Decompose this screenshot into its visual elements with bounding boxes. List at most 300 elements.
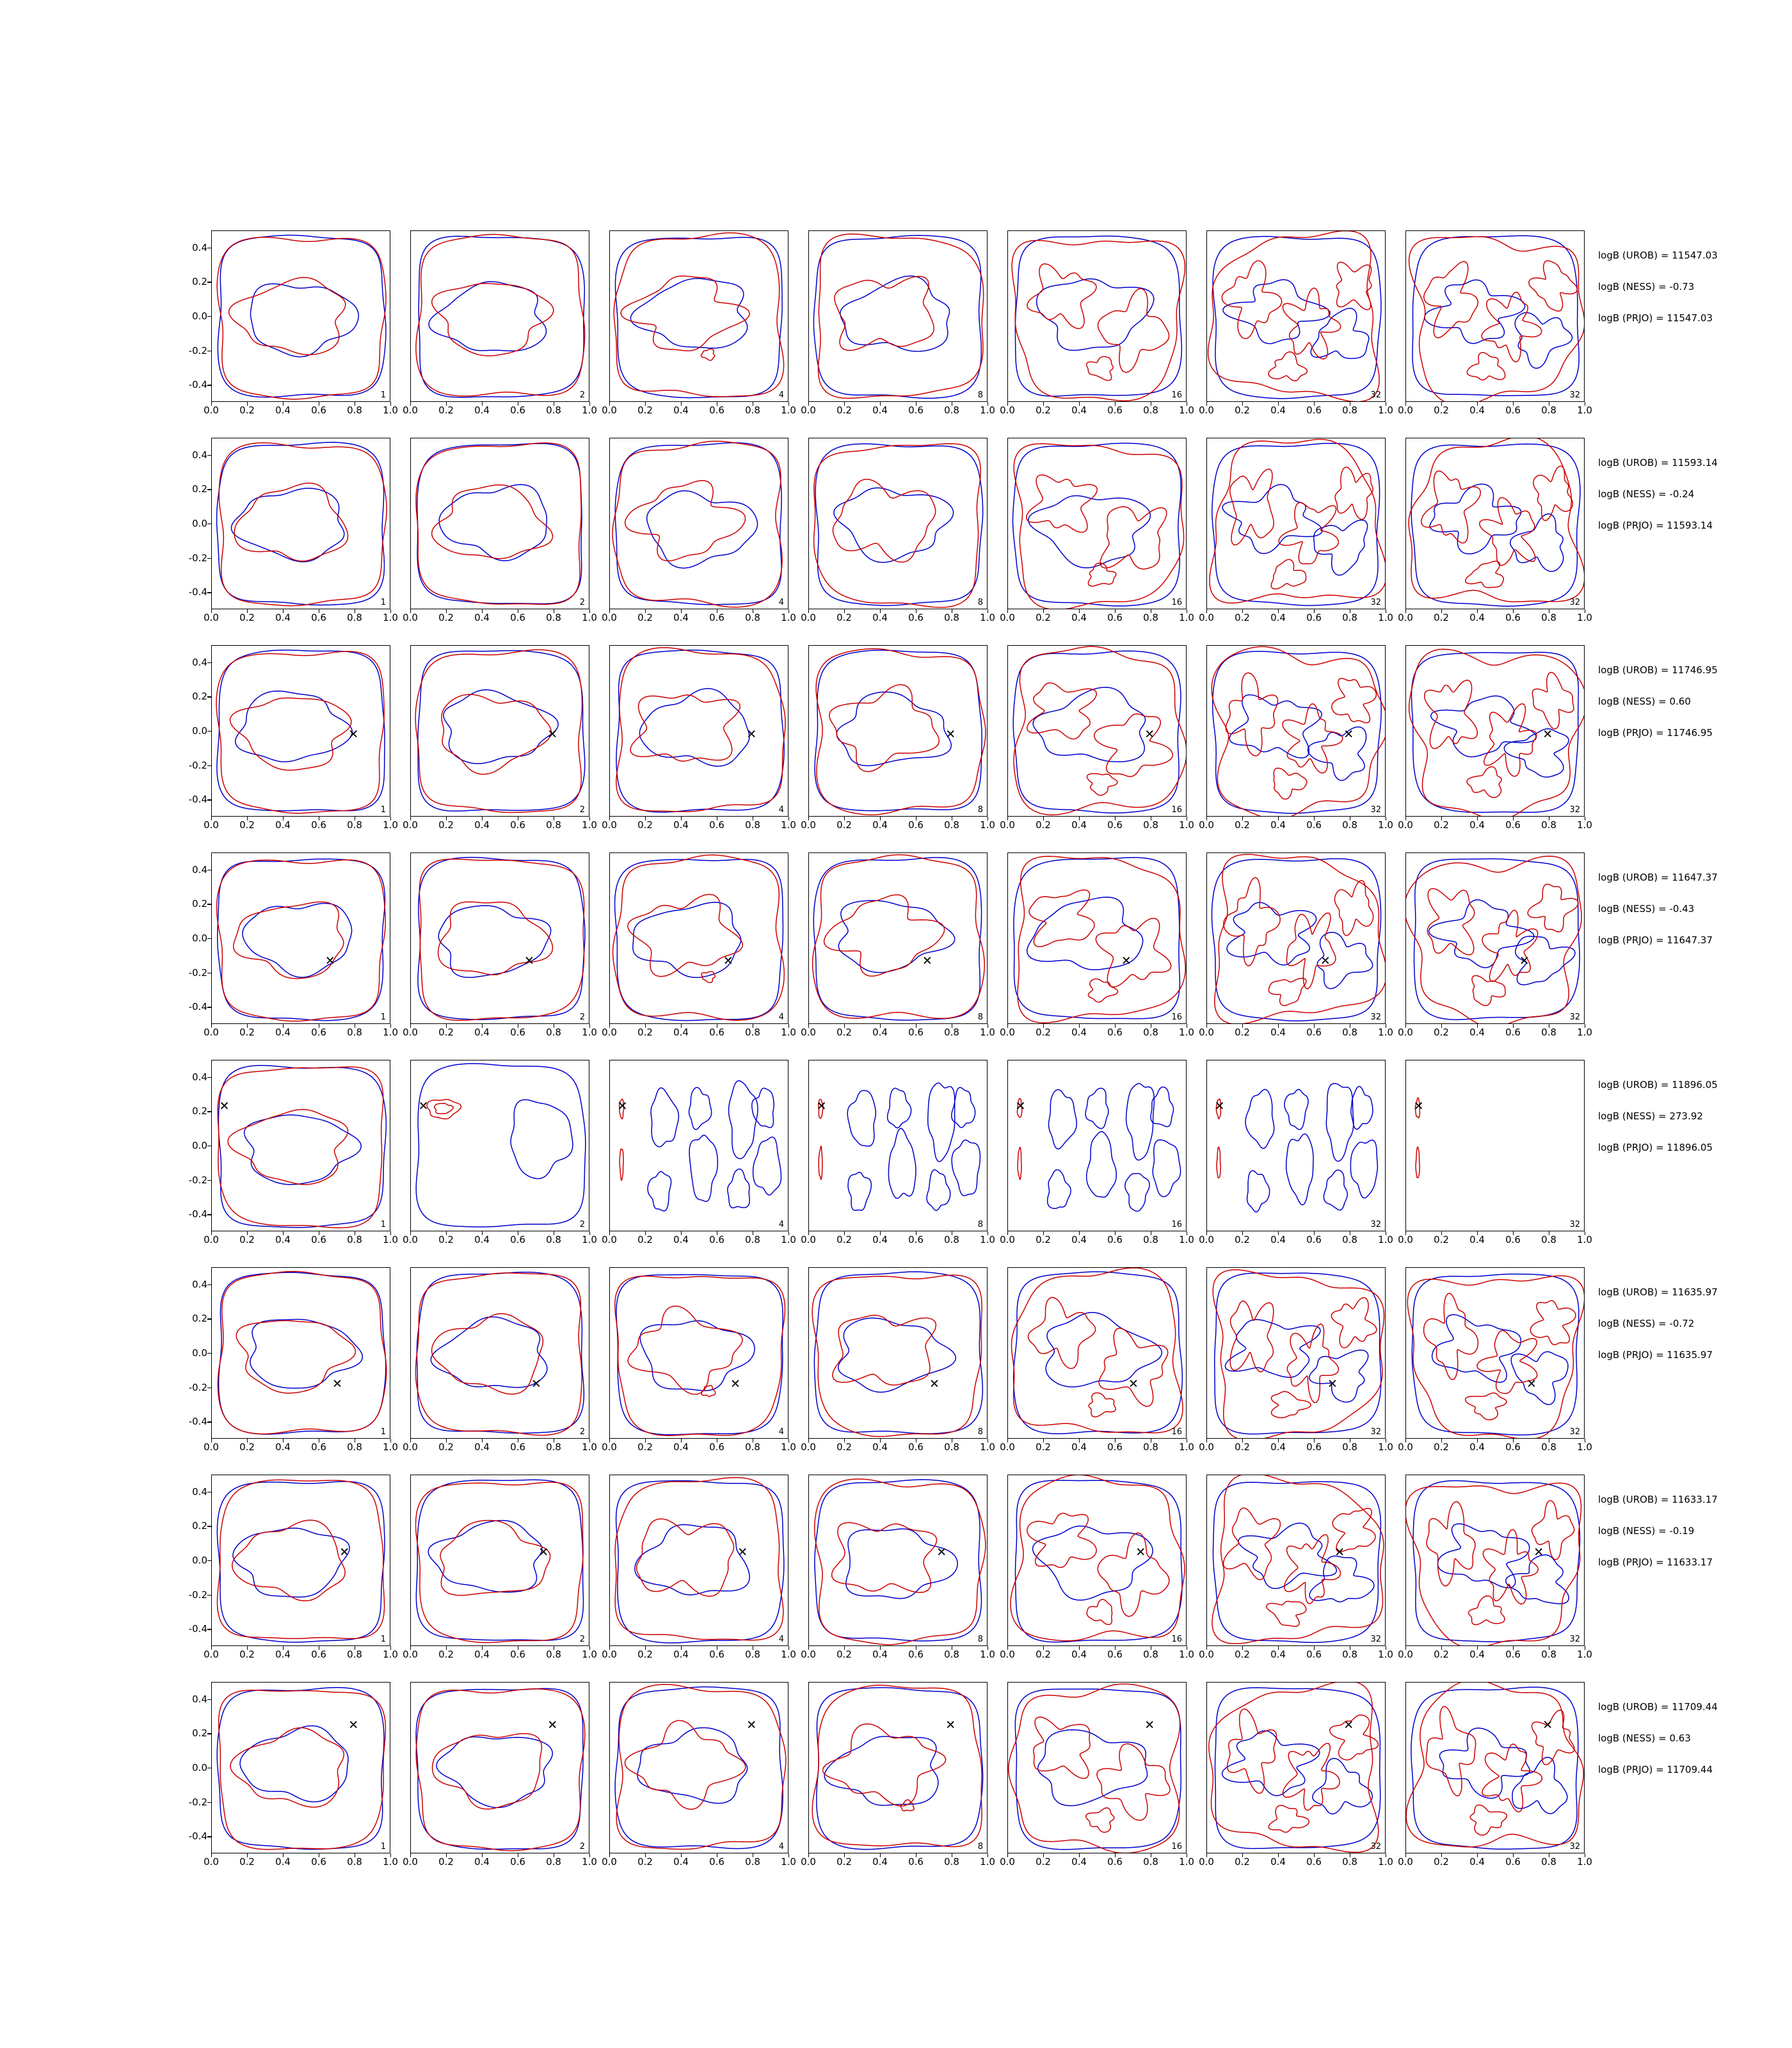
- x-tick-label: 0.4: [872, 1441, 888, 1453]
- contour-panel[interactable]: [188, 438, 398, 623]
- y-tick-label: 0.4: [192, 1278, 207, 1290]
- x-tick-label: 0.0: [602, 1649, 617, 1660]
- panel-corner-label: 32: [1569, 1012, 1580, 1022]
- x-tick-label: 0.4: [474, 1441, 490, 1453]
- red-contour: [1034, 1717, 1090, 1779]
- contour-plot-area: [809, 438, 988, 609]
- panel-corner-label: 32: [1569, 1635, 1580, 1644]
- contour-panel[interactable]: [801, 1060, 995, 1245]
- panel-corner-label: 16: [1171, 1012, 1182, 1022]
- x-tick-label: 1.0: [980, 1856, 995, 1868]
- y-tick-label: -0.4: [188, 1208, 207, 1220]
- contour-panel[interactable]: [188, 1475, 398, 1660]
- y-tick: [207, 1284, 211, 1285]
- y-tick-label: 0.0: [192, 725, 207, 737]
- red-contour: [1482, 292, 1542, 362]
- x-tick-label: 0.6: [1306, 612, 1322, 623]
- x-tick-label: 0.4: [1469, 1441, 1485, 1453]
- x-tick-label: 0.8: [745, 1856, 760, 1868]
- panel-corner-label: 2: [579, 1427, 585, 1437]
- contour-plot-area: [809, 1060, 988, 1231]
- contour-panel[interactable]: [602, 1682, 796, 1868]
- contour-plot-area: [212, 438, 390, 609]
- contour-panel[interactable]: [403, 1060, 597, 1245]
- contour-panel[interactable]: [602, 438, 796, 623]
- x-tick-label: 0.6: [908, 404, 924, 416]
- contour-panel[interactable]: [1199, 438, 1393, 623]
- contour-panel[interactable]: [1199, 1682, 1393, 1868]
- x-axis-tick-labels: [1000, 1234, 1194, 1249]
- y-tick-label: -0.4: [188, 1623, 207, 1635]
- contour-panel[interactable]: [1000, 1267, 1194, 1453]
- x-tick-label: 0.2: [438, 1856, 454, 1868]
- contour-panel[interactable]: [403, 1682, 597, 1868]
- blue-contour: [1412, 1274, 1579, 1435]
- contour-panel[interactable]: [602, 645, 796, 831]
- x-tick-label: 0.2: [1434, 1441, 1449, 1453]
- x-tick-label: 0.2: [1434, 612, 1449, 623]
- contour-panel[interactable]: [1000, 1475, 1194, 1660]
- contour-panel[interactable]: [1000, 438, 1194, 623]
- x-axis-tick-labels: [204, 1856, 398, 1871]
- truth-marker-x: ✕: [1526, 1377, 1537, 1391]
- contour-panel[interactable]: [1398, 1682, 1592, 1868]
- x-tick-label: 0.6: [1107, 1856, 1123, 1868]
- contour-panel[interactable]: [1199, 1060, 1393, 1245]
- contour-panel[interactable]: [1000, 1682, 1194, 1868]
- x-tick-label: 0.8: [1342, 1441, 1357, 1453]
- truth-marker-x: ✕: [945, 727, 956, 742]
- contour-panel[interactable]: [801, 1682, 995, 1868]
- y-tick-label: 0.0: [192, 518, 207, 529]
- panel-frame: [1007, 1060, 1187, 1231]
- x-tick-label: 0.8: [347, 819, 362, 831]
- contour-panel[interactable]: [1000, 1060, 1194, 1245]
- red-contour: [218, 1067, 383, 1228]
- x-tick-label: 0.8: [1342, 819, 1357, 831]
- y-tick: [207, 1353, 211, 1354]
- x-tick-label: 0.0: [801, 1649, 816, 1660]
- red-contour: [1087, 774, 1117, 796]
- contour-panel[interactable]: [403, 230, 597, 416]
- x-axis-tick-labels: [1199, 1441, 1393, 1457]
- x-tick-label: 0.0: [204, 1856, 219, 1868]
- red-contour: [1421, 471, 1481, 543]
- x-tick-label: 0.2: [836, 612, 852, 623]
- contour-panel[interactable]: [602, 1060, 796, 1245]
- blue-contour: [840, 276, 950, 351]
- x-axis-tick-labels: [602, 612, 796, 627]
- x-tick-label: 0.6: [1306, 404, 1322, 416]
- panel-corner-label: 4: [778, 1842, 784, 1852]
- contour-plot-area: [809, 853, 988, 1024]
- x-axis-tick-labels: [1199, 404, 1393, 420]
- y-tick-label: 0.2: [192, 691, 207, 703]
- contour-plot-area: [809, 1268, 988, 1439]
- blue-contour: [847, 1091, 876, 1146]
- x-tick-label: 1.0: [1577, 404, 1592, 416]
- panel-frame: [211, 1060, 390, 1231]
- x-tick-label: 1.0: [383, 1234, 398, 1245]
- contour-panel[interactable]: [801, 438, 995, 623]
- blue-contour: [417, 444, 582, 604]
- y-tick: [207, 1802, 211, 1803]
- red-contour: [1469, 1596, 1505, 1625]
- x-tick-label: 0.4: [275, 612, 291, 623]
- panel-corner-label: 2: [579, 1220, 585, 1229]
- x-axis-tick-labels: [602, 1649, 796, 1664]
- panel-frame: [1206, 438, 1386, 609]
- x-tick-label: 0.4: [275, 1027, 291, 1038]
- contour-panel[interactable]: [801, 852, 995, 1038]
- contour-panel[interactable]: [403, 1475, 597, 1660]
- blue-contour: [648, 1172, 671, 1212]
- blue-contour: [1014, 858, 1182, 1022]
- panel-frame: [1405, 1475, 1585, 1646]
- blue-contour: [1215, 1688, 1380, 1848]
- x-tick-label: 0.6: [908, 1234, 924, 1245]
- panel-corner-label: 1: [380, 1635, 386, 1644]
- x-tick-label: 0.2: [1434, 1649, 1449, 1660]
- x-tick-label: 0.4: [1469, 1027, 1485, 1038]
- x-tick-label: 1.0: [781, 612, 796, 623]
- y-tick-label: 0.0: [192, 1140, 207, 1151]
- x-axis-tick-labels: [1398, 1027, 1592, 1042]
- truth-marker-x: ✕: [1533, 1545, 1544, 1560]
- contour-plot-area: [212, 646, 390, 817]
- contour-panel[interactable]: [801, 230, 995, 416]
- x-tick-label: 1.0: [582, 1856, 597, 1868]
- y-tick-label: 0.4: [192, 1485, 207, 1498]
- contour-panel[interactable]: [602, 852, 796, 1038]
- truth-marker-x: ✕: [723, 954, 733, 968]
- x-tick-label: 1.0: [1378, 1856, 1393, 1868]
- red-contour: [1532, 1710, 1574, 1764]
- red-contour: [819, 1146, 822, 1180]
- panel-frame: [1405, 438, 1585, 609]
- contour-panel[interactable]: [1398, 645, 1592, 831]
- x-tick-label: 0.6: [1306, 819, 1322, 831]
- red-contour: [1271, 1391, 1311, 1418]
- contour-panel[interactable]: [1199, 1475, 1393, 1660]
- x-tick-label: 0.2: [239, 819, 255, 831]
- contour-panel[interactable]: [1199, 1267, 1393, 1453]
- blue-contour: [952, 1140, 980, 1196]
- x-tick-label: 0.6: [510, 404, 525, 416]
- x-tick-label: 1.0: [1179, 1234, 1194, 1245]
- x-tick-label: 0.0: [1398, 1441, 1413, 1453]
- contour-plot-area: [1406, 1475, 1585, 1646]
- x-tick-label: 0.2: [239, 1856, 255, 1868]
- x-tick-label: 1.0: [1577, 1649, 1592, 1660]
- x-axis-tick-labels: [602, 1441, 796, 1457]
- panel-frame: [808, 852, 988, 1024]
- logb-annotation: logB (PRJO) = 11633.17: [1598, 1556, 1713, 1568]
- contour-panel[interactable]: [1000, 852, 1194, 1038]
- contour-panel[interactable]: [1398, 1475, 1592, 1660]
- contour-plot-area: [1406, 438, 1585, 609]
- x-tick-label: 0.6: [1505, 819, 1521, 831]
- y-tick: [207, 662, 211, 663]
- blue-contour: [1015, 1689, 1181, 1850]
- red-contour: [1230, 1301, 1274, 1372]
- blue-contour: [1013, 651, 1181, 813]
- blue-contour: [431, 1317, 547, 1388]
- red-contour: [630, 695, 740, 762]
- red-contour: [1213, 1270, 1384, 1439]
- contour-plot-area: [1008, 231, 1187, 402]
- x-tick-label: 0.4: [1270, 1027, 1286, 1038]
- panel-frame: [1405, 230, 1585, 402]
- contour-panel[interactable]: [1398, 1267, 1592, 1453]
- logb-annotation: logB (NESS) = -0.73: [1598, 281, 1695, 292]
- x-tick-label: 1.0: [582, 1441, 597, 1453]
- contour-panel[interactable]: [1398, 1060, 1592, 1245]
- red-contour: [1014, 646, 1187, 815]
- x-tick-label: 1.0: [781, 1649, 796, 1660]
- contour-plot-area: [411, 1060, 589, 1231]
- y-tick-label: -0.2: [188, 552, 207, 564]
- x-tick-label: 0.8: [1143, 612, 1158, 623]
- panel-corner-label: 2: [579, 598, 585, 607]
- truth-marker-x: ✕: [324, 954, 335, 968]
- x-tick-label: 0.0: [403, 612, 418, 623]
- contour-panel[interactable]: [188, 852, 398, 1038]
- blue-contour: [417, 1272, 585, 1437]
- contour-panel[interactable]: [801, 1267, 995, 1453]
- panel-corner-label: 2: [579, 1842, 585, 1852]
- panel-frame: [410, 230, 589, 402]
- blue-contour: [1153, 1140, 1180, 1197]
- contour-panel[interactable]: [602, 1267, 796, 1453]
- x-tick-label: 0.0: [1199, 819, 1214, 831]
- x-tick-label: 0.6: [1107, 1234, 1123, 1245]
- x-tick-label: 0.2: [1434, 1234, 1449, 1245]
- panel-frame: [808, 1267, 988, 1439]
- contour-panel[interactable]: [403, 438, 597, 623]
- y-tick-label: -0.2: [188, 1796, 207, 1808]
- y-tick-label: -0.2: [188, 759, 207, 771]
- red-contour: [615, 1276, 785, 1436]
- x-tick-label: 0.6: [311, 1649, 326, 1660]
- contour-panel[interactable]: [602, 230, 796, 416]
- x-tick-label: 0.2: [836, 1234, 852, 1245]
- panel-corner-label: 32: [1370, 1842, 1381, 1852]
- panel-frame: [1206, 1682, 1386, 1853]
- x-tick-label: 0.8: [1143, 819, 1158, 831]
- y-axis-tick-labels: [172, 1682, 207, 1853]
- contour-panel[interactable]: [188, 230, 398, 416]
- x-tick-label: 0.2: [1235, 1234, 1250, 1245]
- red-contour: [217, 860, 386, 1021]
- red-contour: [1224, 1508, 1281, 1580]
- x-tick-label: 0.6: [311, 612, 326, 623]
- red-contour: [819, 234, 984, 399]
- y-tick: [207, 316, 211, 317]
- red-contour: [1424, 261, 1478, 338]
- x-tick-label: 0.2: [1036, 404, 1051, 416]
- contour-panel[interactable]: [188, 1682, 398, 1868]
- logb-annotation: logB (NESS) = -0.19: [1598, 1525, 1695, 1537]
- contour-panel[interactable]: [1000, 645, 1194, 831]
- truth-marker-x: ✕: [730, 1377, 740, 1391]
- red-contour: [1406, 1483, 1581, 1646]
- x-tick-label: 1.0: [582, 1649, 597, 1660]
- blue-contour: [416, 1064, 586, 1227]
- red-contour: [614, 233, 784, 400]
- red-contour: [1028, 1297, 1095, 1368]
- x-tick-label: 1.0: [980, 1441, 995, 1453]
- contour-plot-area: [411, 438, 589, 609]
- panel-corner-label: 16: [1171, 1427, 1182, 1437]
- contour-panel[interactable]: [188, 645, 398, 831]
- panel-corner-label: 1: [380, 805, 386, 815]
- x-tick-label: 0.6: [1306, 1441, 1322, 1453]
- panel-frame: [1206, 645, 1386, 817]
- red-contour: [1230, 469, 1274, 545]
- red-contour: [814, 444, 981, 607]
- x-axis-tick-labels: [801, 1856, 995, 1871]
- x-tick-label: 0.0: [602, 1441, 617, 1453]
- y-tick: [207, 765, 211, 766]
- blue-contour: [219, 1272, 386, 1437]
- red-contour: [833, 1315, 936, 1385]
- red-contour: [1424, 1293, 1478, 1380]
- blue-contour: [815, 1480, 982, 1641]
- blue-contour: [1284, 1089, 1308, 1130]
- blue-contour: [1412, 652, 1580, 815]
- red-contour: [1224, 877, 1280, 966]
- red-contour: [637, 1519, 734, 1596]
- x-tick-label: 0.4: [673, 612, 689, 623]
- x-tick-label: 1.0: [1179, 819, 1194, 831]
- panel-frame: [609, 438, 788, 609]
- panel-corner-label: 16: [1171, 1635, 1182, 1644]
- truth-marker-x: ✕: [1121, 954, 1132, 968]
- y-tick: [207, 489, 211, 490]
- truth-marker-x: ✕: [1343, 1718, 1354, 1732]
- y-tick-label: 0.4: [192, 863, 207, 876]
- x-tick-label: 1.0: [980, 612, 995, 623]
- red-contour: [1094, 714, 1173, 776]
- y-tick-label: -0.4: [188, 1830, 207, 1843]
- row-annotation-block: [1598, 1702, 1792, 1796]
- x-tick-label: 0.6: [908, 1856, 924, 1868]
- blue-contour: [218, 236, 386, 400]
- contour-panel[interactable]: [1199, 852, 1393, 1038]
- blue-contour: [888, 1088, 911, 1128]
- panel-corner-label: 4: [778, 1012, 784, 1022]
- x-tick-label: 0.8: [1541, 1856, 1556, 1868]
- contour-panel[interactable]: [403, 1267, 597, 1453]
- x-tick-label: 0.2: [637, 1649, 653, 1660]
- contour-plot-area: [411, 646, 589, 817]
- contour-panel[interactable]: [403, 645, 597, 831]
- x-tick-label: 0.2: [1434, 819, 1449, 831]
- red-contour: [701, 349, 714, 360]
- blue-contour: [1085, 1088, 1108, 1128]
- truth-marker-x: ✕: [348, 727, 359, 742]
- panel-frame: [1007, 438, 1187, 609]
- x-tick-label: 0.2: [637, 1027, 653, 1038]
- x-tick-label: 0.4: [1270, 1649, 1286, 1660]
- x-tick-label: 0.6: [1505, 1649, 1521, 1660]
- y-tick-label: -0.2: [188, 1588, 207, 1601]
- truth-marker-x: ✕: [1327, 1377, 1338, 1391]
- x-tick-label: 0.0: [1398, 1234, 1413, 1245]
- contour-panel[interactable]: [801, 645, 995, 831]
- x-tick-label: 1.0: [781, 1027, 796, 1038]
- contour-panel[interactable]: [801, 1475, 995, 1660]
- x-tick-label: 0.6: [709, 819, 724, 831]
- contour-panel[interactable]: [1398, 852, 1592, 1038]
- panel-frame: [1007, 1475, 1187, 1646]
- x-tick-label: 0.0: [1398, 1649, 1413, 1660]
- blue-contour: [1028, 496, 1151, 568]
- x-tick-label: 1.0: [582, 1027, 597, 1038]
- panel-corner-label: 4: [778, 1635, 784, 1644]
- x-tick-label: 1.0: [582, 404, 597, 416]
- panel-frame: [808, 230, 988, 402]
- red-contour: [229, 278, 346, 355]
- x-tick-label: 0.6: [1306, 1234, 1322, 1245]
- y-tick-label: 0.2: [192, 1727, 207, 1740]
- x-tick-label: 0.4: [1469, 1856, 1485, 1868]
- x-tick-label: 0.0: [1398, 404, 1413, 416]
- x-tick-label: 0.2: [239, 612, 255, 623]
- blue-contour: [1247, 1171, 1270, 1212]
- contour-panel[interactable]: [602, 1475, 796, 1660]
- x-tick-label: 0.0: [801, 1441, 816, 1453]
- x-axis-tick-labels: [403, 1234, 597, 1249]
- blue-contour: [813, 858, 981, 1020]
- blue-contour: [416, 1688, 585, 1852]
- red-contour: [1484, 704, 1537, 776]
- contour-panel[interactable]: [188, 1060, 398, 1245]
- x-tick-label: 0.4: [872, 1027, 888, 1038]
- x-tick-label: 1.0: [1577, 1234, 1592, 1245]
- logb-annotation: logB (NESS) = 0.60: [1598, 696, 1691, 707]
- x-tick-label: 0.8: [347, 404, 362, 416]
- contour-panel[interactable]: [1199, 230, 1393, 416]
- red-contour: [1271, 559, 1306, 589]
- y-tick-label: 0.2: [192, 1105, 207, 1117]
- red-contour: [415, 1273, 582, 1436]
- x-tick-label: 0.4: [673, 1027, 689, 1038]
- contour-plot-area: [610, 1268, 788, 1439]
- red-contour: [442, 694, 552, 774]
- x-tick-label: 0.8: [745, 612, 760, 623]
- x-tick-label: 1.0: [1378, 819, 1393, 831]
- row-annotation-block: [1598, 666, 1792, 760]
- panel-frame: [609, 230, 788, 402]
- contour-panel[interactable]: [1199, 645, 1393, 831]
- red-contour: [1533, 466, 1573, 520]
- logb-annotation: logB (UROB) = 11593.14: [1598, 457, 1718, 468]
- x-tick-label: 0.2: [836, 1856, 852, 1868]
- x-axis-tick-labels: [602, 1027, 796, 1042]
- contour-panel[interactable]: [188, 1267, 398, 1453]
- contour-panel[interactable]: [1398, 438, 1592, 623]
- panel-corner-label: 1: [380, 1012, 386, 1022]
- panel-frame: [211, 645, 390, 817]
- logb-annotation: logB (NESS) = -0.24: [1598, 488, 1695, 500]
- contour-panel[interactable]: [1398, 230, 1592, 416]
- contour-panel[interactable]: [1000, 230, 1194, 416]
- contour-panel[interactable]: [403, 852, 597, 1038]
- x-tick-label: 0.0: [1000, 404, 1015, 416]
- logb-annotation: logB (NESS) = -0.72: [1598, 1318, 1695, 1329]
